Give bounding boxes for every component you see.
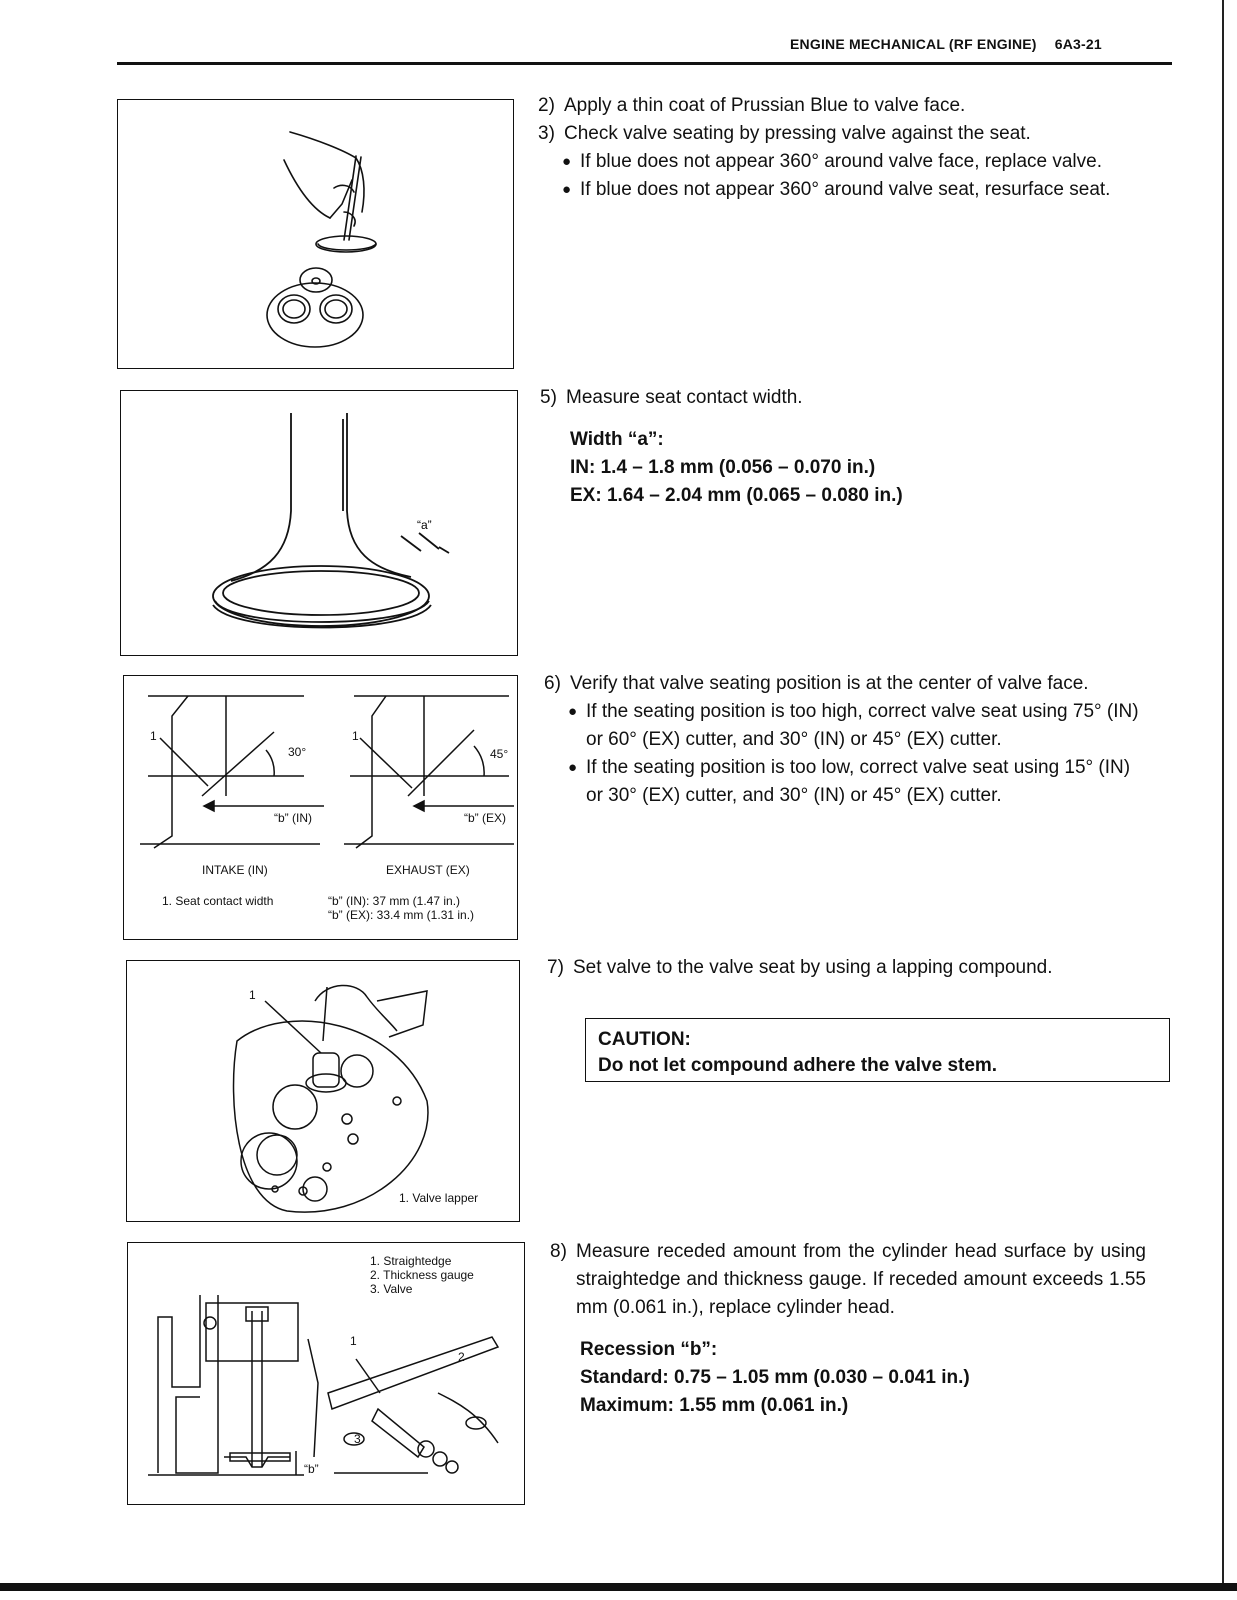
page-number: 6A3-21: [1054, 36, 1102, 52]
seating-position-diagrams: [124, 676, 519, 941]
header-rule: [117, 62, 1172, 65]
bullet-dot-icon: ●: [568, 703, 578, 720]
step-8-block: [550, 1238, 1146, 1420]
bullet-dot-icon: ●: [562, 181, 572, 198]
step-text: Check valve seating by pressing valve against the seat.: [564, 123, 1031, 144]
spec-in: IN: 1.4 – 1.8 mm (0.056 – 0.070 in.): [570, 457, 876, 478]
dimension-b-exhaust: “b” (EX): 33.4 mm (1.31 in.): [328, 908, 475, 922]
step-number: 8): [550, 1241, 567, 1262]
callout-1-intake: 1: [150, 729, 157, 743]
figure-prussian-blue: [117, 99, 514, 369]
label-b-recession: “b”: [304, 1462, 319, 1476]
valve-lapper-illustration: [127, 961, 521, 1223]
legend-seat-contact-width: 1. Seat contact width: [162, 894, 274, 908]
bullet-item: [568, 754, 1152, 810]
bullet-text: If blue does not appear 360° around valve face, replace valve.: [580, 151, 1102, 172]
step-5: [540, 384, 1150, 412]
step-5-block: [540, 384, 1150, 510]
step-number: 7): [547, 957, 564, 978]
spec-block: [580, 1336, 1146, 1420]
step-text: Apply a thin coat of Prussian Blue to valve face.: [564, 95, 966, 116]
callout-1-straightedge: 1: [350, 1334, 357, 1348]
dim-b-intake: “b” (IN): [274, 811, 312, 825]
bullet-item: [562, 148, 1148, 176]
label-a: “a”: [417, 518, 432, 532]
dim-b-exhaust: “b” (EX): [464, 811, 506, 825]
caution-title: CAUTION:: [598, 1029, 691, 1050]
intake-label: INTAKE (IN): [202, 863, 268, 877]
step-8: [550, 1238, 1146, 1322]
exhaust-label: EXHAUST (EX): [386, 863, 470, 877]
figure-seat-contact-width: [120, 390, 518, 656]
dimension-b-intake: “b” (IN): 37 mm (1.47 in.): [328, 894, 461, 908]
step-text: Measure receded amount from the cylinder head surface by using straightedge and thickness gauge. If receded amount exceeds 1.55 mm (0.061 in.), replace cylinder head.: [576, 1241, 1146, 1318]
legend-valve: 3. Valve: [370, 1282, 413, 1296]
step-text: Measure seat contact width.: [566, 387, 803, 408]
step-number: 6): [544, 673, 561, 694]
legend-thickness-gauge: 2. Thickness gauge: [370, 1268, 474, 1282]
caution-box: [585, 1018, 1170, 1082]
spec-ex: EX: 1.64 – 2.04 mm (0.065 – 0.080 in.): [570, 485, 903, 506]
bullet-dot-icon: ●: [568, 759, 578, 776]
step-number: 3): [538, 123, 555, 144]
bullet-text: If blue does not appear 360° around valve seat, resurface seat.: [580, 179, 1111, 200]
figure-valve-recession: [127, 1242, 525, 1505]
legend-valve-lapper: 1. Valve lapper: [399, 1191, 479, 1205]
spec-block: [570, 426, 1150, 510]
bullet-dot-icon: ●: [562, 153, 572, 170]
bullet-item: [568, 698, 1152, 754]
bottom-rule: [0, 1583, 1237, 1591]
bullet-text: If the seating position is too high, correct valve seat using 75° (IN) or 60° (EX) cutter, and 30° (IN) or 45° (EX) cutter.: [586, 701, 1139, 750]
step-text: Set valve to the valve seat by using a lapping compound.: [573, 957, 1053, 978]
figure-seating-position: [123, 675, 518, 940]
step-7: [547, 954, 1157, 982]
header-title: ENGINE MECHANICAL (RF ENGINE): [790, 36, 1037, 52]
bullet-text: If the seating position is too low, correct valve seat using 15° (IN) or 30° (EX) cutter, and 30° (IN) or 45° (EX) cutter.: [586, 757, 1131, 806]
spec-title: Recession “b”:: [580, 1339, 718, 1360]
spec-standard: Standard: 0.75 – 1.05 mm (0.030 – 0.041 in.): [580, 1367, 970, 1388]
spec-maximum: Maximum: 1.55 mm (0.061 in.): [580, 1395, 849, 1416]
callout-2-thickness-gauge: 2: [458, 1350, 465, 1364]
callout-3-valve: 3: [354, 1432, 361, 1446]
valve-recession-illustration: [128, 1243, 526, 1506]
legend-straightedge: 1. Straightedge: [370, 1254, 452, 1268]
step-number: 5): [540, 387, 557, 408]
spec-title: Width “a”:: [570, 429, 664, 450]
bullet-item: [562, 176, 1148, 204]
step-number: 2): [538, 95, 555, 116]
valve-head-illustration: [121, 391, 519, 657]
steps-2-3: [538, 92, 1148, 204]
caution-text: Do not let compound adhere the valve stem.: [598, 1055, 998, 1076]
callout-1-exhaust: 1: [352, 729, 359, 743]
right-margin-rule: [1222, 0, 1224, 1585]
step-3: [538, 120, 1148, 148]
angle-exhaust: 45°: [490, 747, 509, 761]
step-6-block: [544, 670, 1152, 810]
hand-valve-illustration: [118, 100, 515, 370]
page-header: [790, 36, 1170, 52]
callout-1-lapper: 1: [249, 988, 256, 1002]
step-6: [544, 670, 1152, 698]
step-2: [538, 92, 1148, 120]
step-7-block: [547, 954, 1157, 982]
step-text: Verify that valve seating position is at the center of valve face.: [570, 673, 1089, 694]
angle-intake: 30°: [288, 745, 307, 759]
figure-valve-lapper: [126, 960, 520, 1222]
